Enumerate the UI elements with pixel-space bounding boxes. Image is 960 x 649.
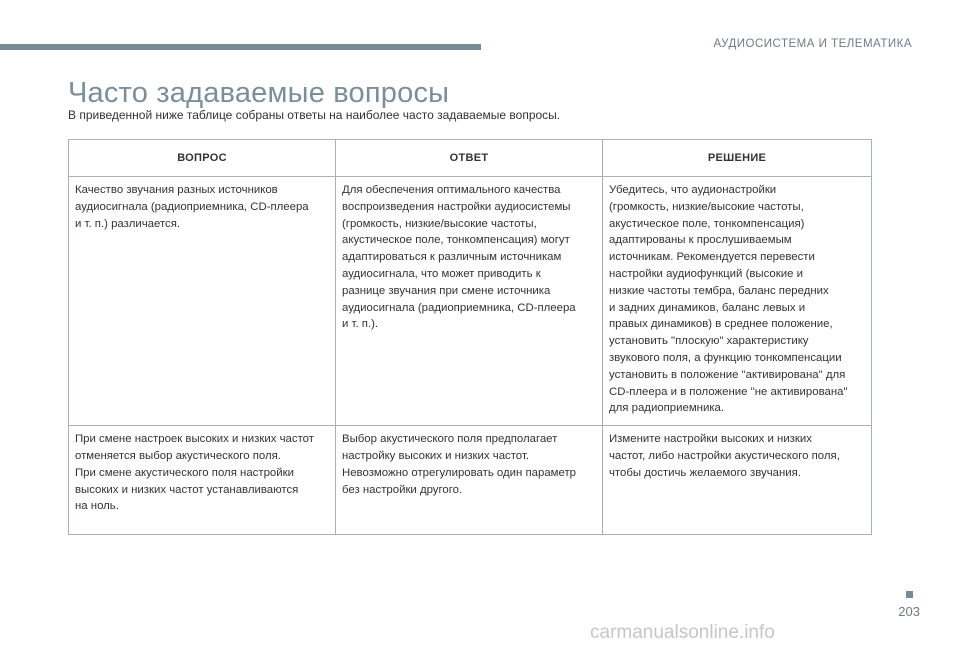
section-header: АУДИОСИСТЕМА И ТЕЛЕМАТИКА <box>713 38 912 50</box>
table-header-row <box>69 140 872 177</box>
answer-cell <box>336 426 603 535</box>
watermark: carmanualsonline.info <box>590 622 775 643</box>
header-accent-bar <box>0 44 481 50</box>
intro-text: В приведенной ниже таблице собраны ответы на наиболее часто задаваемые вопросы. <box>68 108 561 122</box>
answer-text: Для обеспечения оптимального качества воспроизведения настройки аудиосистемы (громкость, низкие/высокие частоты, акустическое поле, тонкомпенсация) могут адаптироваться к различным источникам аудиосигнала, что может приводить к разнице звучания при смене источника аудиосигнала (радиоприемника, CD-плеера и т. п.). <box>342 184 576 331</box>
column-header-solution: РЕШЕНИЕ <box>603 140 872 177</box>
answer-cell <box>336 177 603 426</box>
solution-cell <box>603 426 872 535</box>
solution-text: Измените настройки высоких и низких частот, либо настройки акустического поля, чтобы достичь желаемого звучания. <box>609 433 840 479</box>
column-header-answer: ОТВЕТ <box>336 140 603 177</box>
question-cell <box>69 426 336 535</box>
table-row <box>69 177 872 426</box>
table-row <box>69 426 872 535</box>
page-marker-square <box>906 591 913 598</box>
solution-cell <box>603 177 872 426</box>
question-text: При смене настроек высоких и низких частот отменяется выбор акустического поля. При смене акустического поля настройки высоких и низких частот устанавливаются на ноль. <box>75 433 314 513</box>
faq-table <box>68 139 872 535</box>
question-text: Качество звучания разных источников аудиосигнала (радиоприемника, CD-плеера и т. п.) различается. <box>75 184 309 230</box>
question-cell <box>69 177 336 426</box>
solution-text: Убедитесь, что аудионастройки (громкость, низкие/высокие частоты, акустическое поле, тонкомпенсация) адаптированы к прослушиваемым источникам. Рекомендуется перевести настройки аудиофункций (высокие и низкие частоты тембра, баланс передних и задних динамиков, баланс левых и правых динамиков) в среднее положение, установить "плоскую" характеристику звукового поля, а функцию тонкомпенсации установить в положение "активирована" для CD-плеера и в положение "не активирована" для радиоприемника. <box>609 184 848 415</box>
page-title: Часто задаваемые вопросы <box>68 77 450 109</box>
column-header-question: ВОПРОС <box>69 140 336 177</box>
page-number: 203 <box>898 604 920 619</box>
answer-text: Выбор акустического поля предполагает настройку высоких и низких частот. Невозможно отрегулировать один параметр без настройки другого. <box>342 433 576 496</box>
